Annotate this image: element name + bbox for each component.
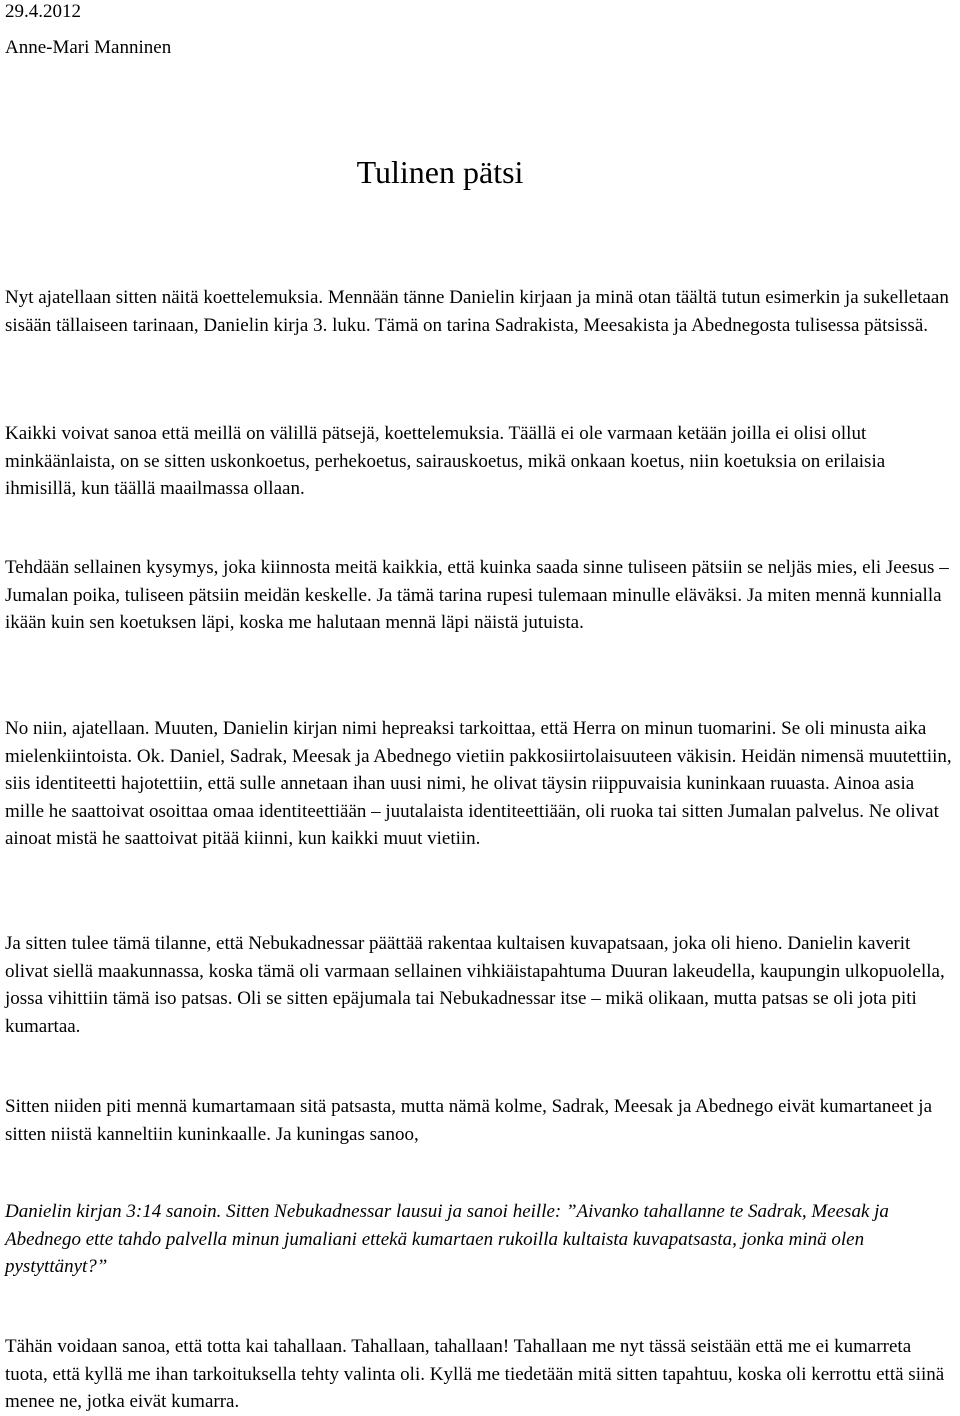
paragraph-daniel-name: No niin, ajatellaan. Muuten, Danielin kirjan nimi hepreaksi tarkoittaa, että Herra on minun tuomarini. Se oli minusta aika mielenkiintoista. Ok. Daniel, Sadrak, Meesak ja Abednego vietiin pakkosiirtolaisuuteen väkisin. Heidän nimensä muutettiin, siis identiteetti hajotettiin, että sulle annetaan ihan uusi nimi, he olivat täysin riippuvaisia kuninkaan ruuasta. Ainoa asia mille he saattoivat osoittaa omaa identiteettiään – juutalaista identiteettiään, oli ruoka tai sitten Jumalan palvelus. Ne olivat ainoat mistä he saattoivat pitää kiinni, kun kaikki muut vietiin. (5, 718, 952, 849)
paragraph-on-purpose: Tähän voidaan sanoa, että totta kai tahallaan. Tahallaan, tahallaan! Tahallaan me nyt tässä seistään että me ei kumarreta tuota, että kyllä me ihan tarkoituksella tehty valinta oli. Kyllä me tiedetään mitä sitten tapahtuu, koska oli kerrottu että siinä menee ne, jotka eivät kumarra. (5, 1336, 945, 1412)
document-author: Anne-Mari Manninen (5, 37, 172, 58)
paragraph-intro: Nyt ajatellaan sitten näitä koettelemuksia. Mennään tänne Danielin kirjaan ja minä otan täältä tutun esimerkin ja sukelletaan sisään tällaiseen tarinaan, Danielin kirja 3. luku. Tämä on tarina Sadrakista, Meesakista ja Abednegosta tulisessa pätsissä. (5, 287, 949, 336)
paragraph-statue: Ja sitten tulee tämä tilanne, että Nebukadnessar päättää rakentaa kultaisen kuvapatsaan, joka oli hieno. Danielin kaverit olivat siellä maakunnassa, koska tämä oli varmaan sellainen vihkiäistapahtuma Duuran lakeudella, kaupungin ulkopuolella, jossa vihittiin tämä iso patsas. Oli se sitten epäjumala tai Nebukadnessar itse – mikä olikaan, mutta patsas se oli jota piti kumartaa. (5, 933, 945, 1037)
paragraph-bowing: Sitten niiden piti mennä kumartamaan sitä patsasta, mutta nämä kolme, Sadrak, Meesak ja Abednego eivät kumartaneet ja sitten niistä kanneltiin kuninkaalle. Ja kuningas sanoo, (5, 1096, 933, 1145)
paragraph-trials: Kaikki voivat sanoa että meillä on välillä pätsejä, koettelemuksia. Täällä ei ole varmaan ketään joilla ei olisi ollut minkäänlaista, on se sitten uskonkoetus, perhekoetus, sairauskoetus, mikä onkaan koetus, niin koetuksia on erilaisia ihmisillä, kun täällä maailmassa ollaan. (5, 423, 886, 499)
paragraph-bible-quote: Danielin kirjan 3:14 sanoin. Sitten Nebukadnessar lausui ja sanoi heille: ”Aivanko tahallanne te Sadrak, Meesak ja Abednego ette tahdo palvella minun jumaliani ettekä kumartaen rukoilla kultaista kuvapatsasta, jonka minä olen pystyttänyt?” (5, 1201, 889, 1277)
document-title: Tulinen pätsi (356, 154, 524, 190)
paragraph-question: Tehdään sellainen kysymys, joka kiinnosta meitä kaikkia, että kuinka saada sinne tuliseen pätsiin se neljäs mies, eli Jeesus – Jumalan poika, tuliseen pätsiin meidän keskelle. Ja tämä tarina rupesi tulemaan minulle eläväksi. Ja miten mennä kunnialla ikään kuin sen koetuksen läpi, koska me halutaan mennä läpi näistä jutuista. (5, 557, 949, 633)
document-date: 29.4.2012 (5, 1, 81, 22)
